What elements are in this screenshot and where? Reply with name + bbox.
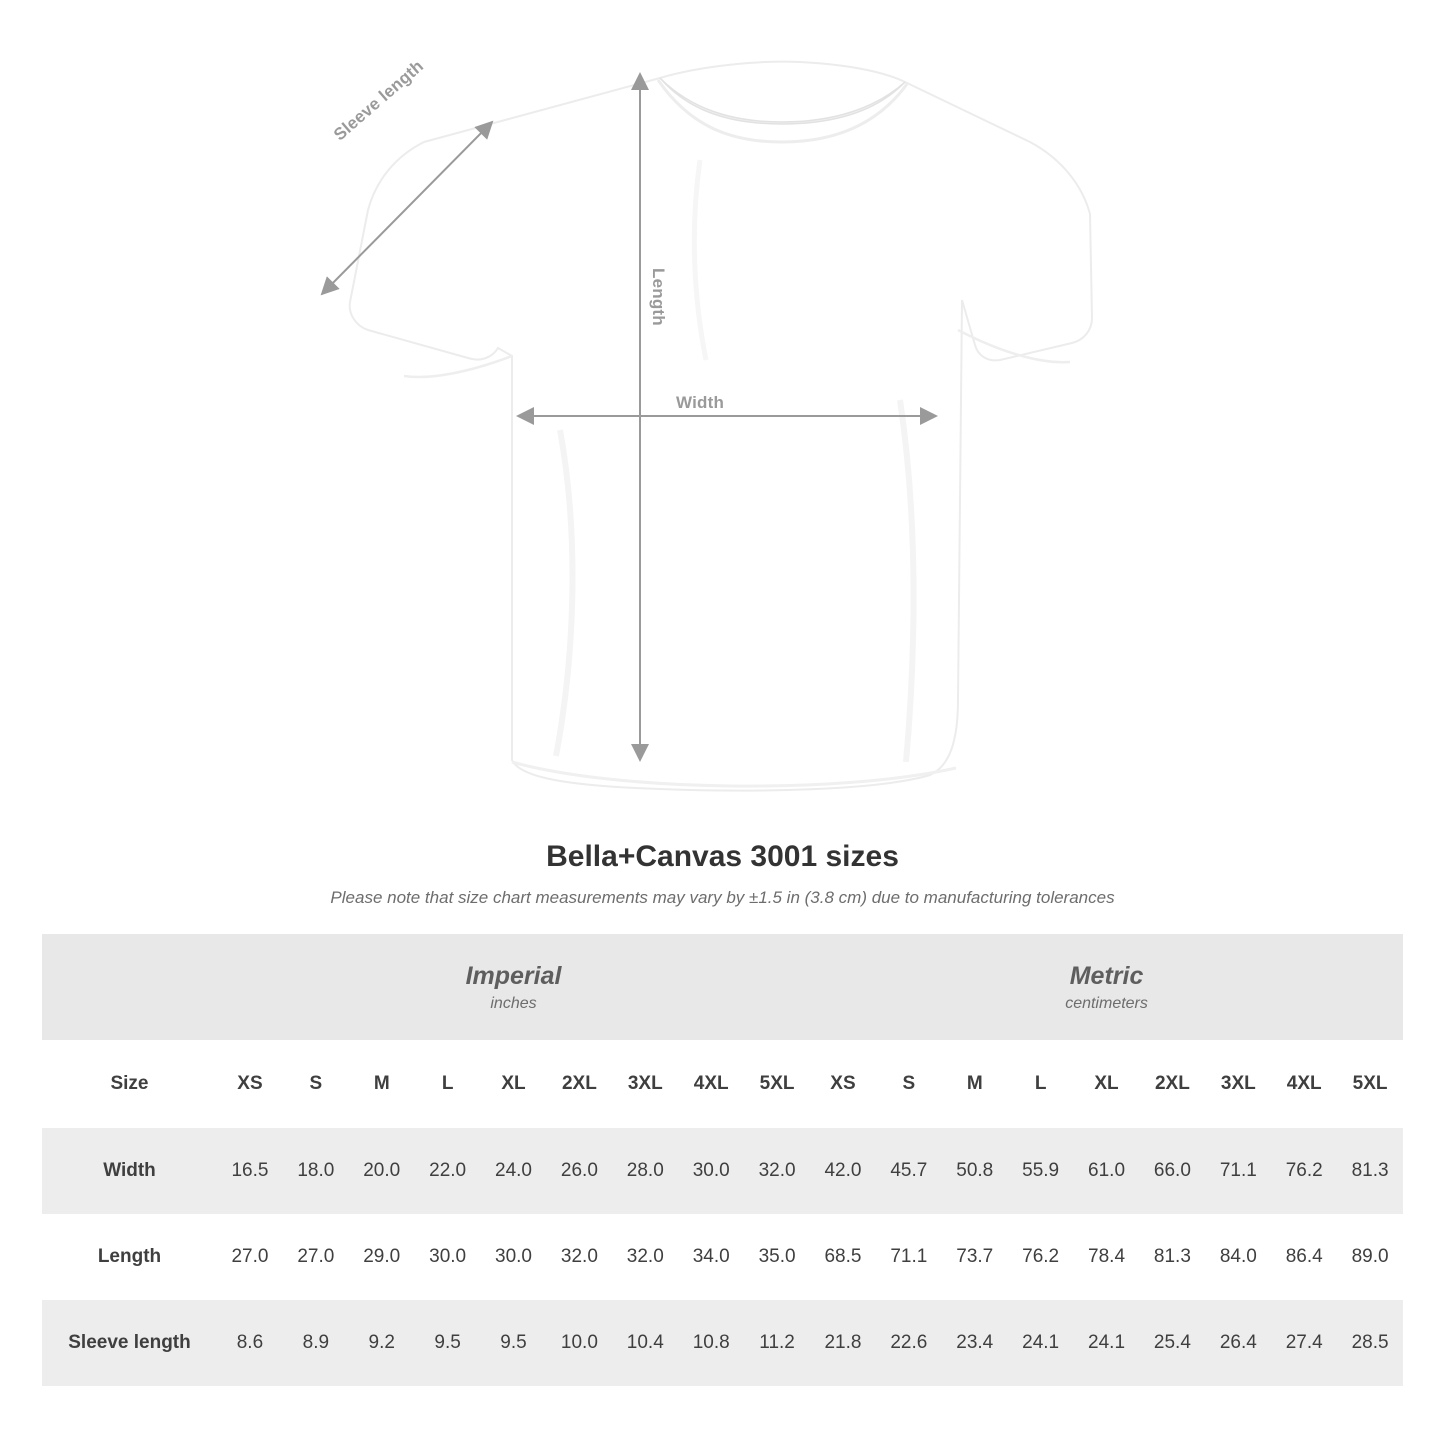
width-val-1: 18.0 — [283, 1128, 349, 1214]
width-val-13: 61.0 — [1074, 1128, 1140, 1214]
size-col-7: 4XL — [678, 1040, 744, 1128]
unit-metric-sub: centimeters — [1065, 995, 1148, 1012]
size-col-3: L — [415, 1040, 481, 1128]
width-val-3: 22.0 — [415, 1128, 481, 1214]
width-val-12: 55.9 — [1008, 1128, 1074, 1214]
size-col-0: XS — [217, 1040, 283, 1128]
size-col-4: XL — [481, 1040, 547, 1128]
length-val-12: 76.2 — [1008, 1214, 1074, 1300]
size-header-row — [42, 1040, 1403, 1128]
row-label-sleeve-length: Sleeve length — [42, 1300, 217, 1386]
size-col-14: 2XL — [1139, 1040, 1205, 1128]
sleeve-val-7: 10.8 — [678, 1300, 744, 1386]
sleeve-val-6: 10.4 — [612, 1300, 678, 1386]
sleeve-val-17: 28.5 — [1337, 1300, 1403, 1386]
length-val-14: 81.3 — [1139, 1214, 1205, 1300]
shirt-shape — [350, 62, 1092, 791]
width-val-4: 24.0 — [481, 1128, 547, 1214]
page-title: Bella+Canvas 3001 sizes — [546, 840, 899, 873]
sleeve-val-15: 26.4 — [1205, 1300, 1271, 1386]
size-col-15: 3XL — [1205, 1040, 1271, 1128]
length-val-3: 30.0 — [415, 1214, 481, 1300]
size-col-8: 5XL — [744, 1040, 810, 1128]
length-val-11: 73.7 — [942, 1214, 1008, 1300]
sleeve-val-5: 10.0 — [546, 1300, 612, 1386]
row-label-length: Length — [42, 1214, 217, 1300]
width-val-9: 42.0 — [810, 1128, 876, 1214]
sleeve-val-0: 8.6 — [217, 1300, 283, 1386]
width-val-8: 32.0 — [744, 1128, 810, 1214]
size-col-5: 2XL — [546, 1040, 612, 1128]
table-row-width — [42, 1128, 1403, 1214]
width-val-14: 66.0 — [1139, 1128, 1205, 1214]
length-val-13: 78.4 — [1074, 1214, 1140, 1300]
sleeve-val-11: 23.4 — [942, 1300, 1008, 1386]
unit-header-row — [42, 934, 1403, 1040]
width-val-11: 50.8 — [942, 1128, 1008, 1214]
length-val-6: 32.0 — [612, 1214, 678, 1300]
unit-imperial-sub: inches — [490, 995, 537, 1012]
unit-imperial-name: Imperial — [465, 962, 562, 990]
length-val-1: 27.0 — [283, 1214, 349, 1300]
row-label-width: Width — [42, 1128, 217, 1214]
size-col-9: XS — [810, 1040, 876, 1128]
table-row-sleeve-length — [42, 1300, 1403, 1386]
size-col-13: XL — [1074, 1040, 1140, 1128]
length-val-2: 29.0 — [349, 1214, 415, 1300]
sleeve-val-12: 24.1 — [1008, 1300, 1074, 1386]
length-val-8: 35.0 — [744, 1214, 810, 1300]
width-val-2: 20.0 — [349, 1128, 415, 1214]
size-col-11: M — [942, 1040, 1008, 1128]
width-val-0: 16.5 — [217, 1128, 283, 1214]
width-val-10: 45.7 — [876, 1128, 942, 1214]
width-val-7: 30.0 — [678, 1128, 744, 1214]
size-col-6: 3XL — [612, 1040, 678, 1128]
length-val-0: 27.0 — [217, 1214, 283, 1300]
length-val-5: 32.0 — [546, 1214, 612, 1300]
sleeve-val-10: 22.6 — [876, 1300, 942, 1386]
size-col-10: S — [876, 1040, 942, 1128]
title-block — [0, 840, 1445, 908]
width-val-6: 28.0 — [612, 1128, 678, 1214]
sleeve-val-13: 24.1 — [1074, 1300, 1140, 1386]
unit-header-spacer — [42, 934, 217, 1040]
width-label: Width — [676, 393, 725, 412]
length-val-17: 89.0 — [1337, 1214, 1403, 1300]
size-col-1: S — [283, 1040, 349, 1128]
unit-group-imperial — [217, 934, 810, 1040]
width-val-15: 71.1 — [1205, 1128, 1271, 1214]
row-label-size: Size — [42, 1040, 217, 1128]
length-val-10: 71.1 — [876, 1214, 942, 1300]
sleeve-val-9: 21.8 — [810, 1300, 876, 1386]
length-val-9: 68.5 — [810, 1214, 876, 1300]
length-val-4: 30.0 — [481, 1214, 547, 1300]
sleeve-val-14: 25.4 — [1139, 1300, 1205, 1386]
size-table-wrapper — [42, 934, 1403, 1386]
unit-metric-name: Metric — [1069, 962, 1144, 990]
size-col-2: M — [349, 1040, 415, 1128]
width-val-5: 26.0 — [546, 1128, 612, 1214]
size-table — [42, 934, 1403, 1386]
length-label: Length — [649, 268, 668, 326]
size-col-17: 5XL — [1337, 1040, 1403, 1128]
sleeve-val-3: 9.5 — [415, 1300, 481, 1386]
sleeve-val-8: 11.2 — [744, 1300, 810, 1386]
sleeve-length-label: Sleeve length — [330, 56, 428, 145]
unit-group-metric — [810, 934, 1403, 1040]
sleeve-val-4: 9.5 — [481, 1300, 547, 1386]
tolerance-note: Please note that size chart measurements may vary by ±1.5 in (3.8 cm) due to manufacturing tolerances — [330, 888, 1115, 907]
sleeve-val-2: 9.2 — [349, 1300, 415, 1386]
length-val-16: 86.4 — [1271, 1214, 1337, 1300]
sleeve-val-16: 27.4 — [1271, 1300, 1337, 1386]
width-val-16: 76.2 — [1271, 1128, 1337, 1214]
length-val-7: 34.0 — [678, 1214, 744, 1300]
sleeve-val-1: 8.9 — [283, 1300, 349, 1386]
length-val-15: 84.0 — [1205, 1214, 1271, 1300]
size-col-12: L — [1008, 1040, 1074, 1128]
table-row-length — [42, 1214, 1403, 1300]
size-col-16: 4XL — [1271, 1040, 1337, 1128]
width-val-17: 81.3 — [1337, 1128, 1403, 1214]
